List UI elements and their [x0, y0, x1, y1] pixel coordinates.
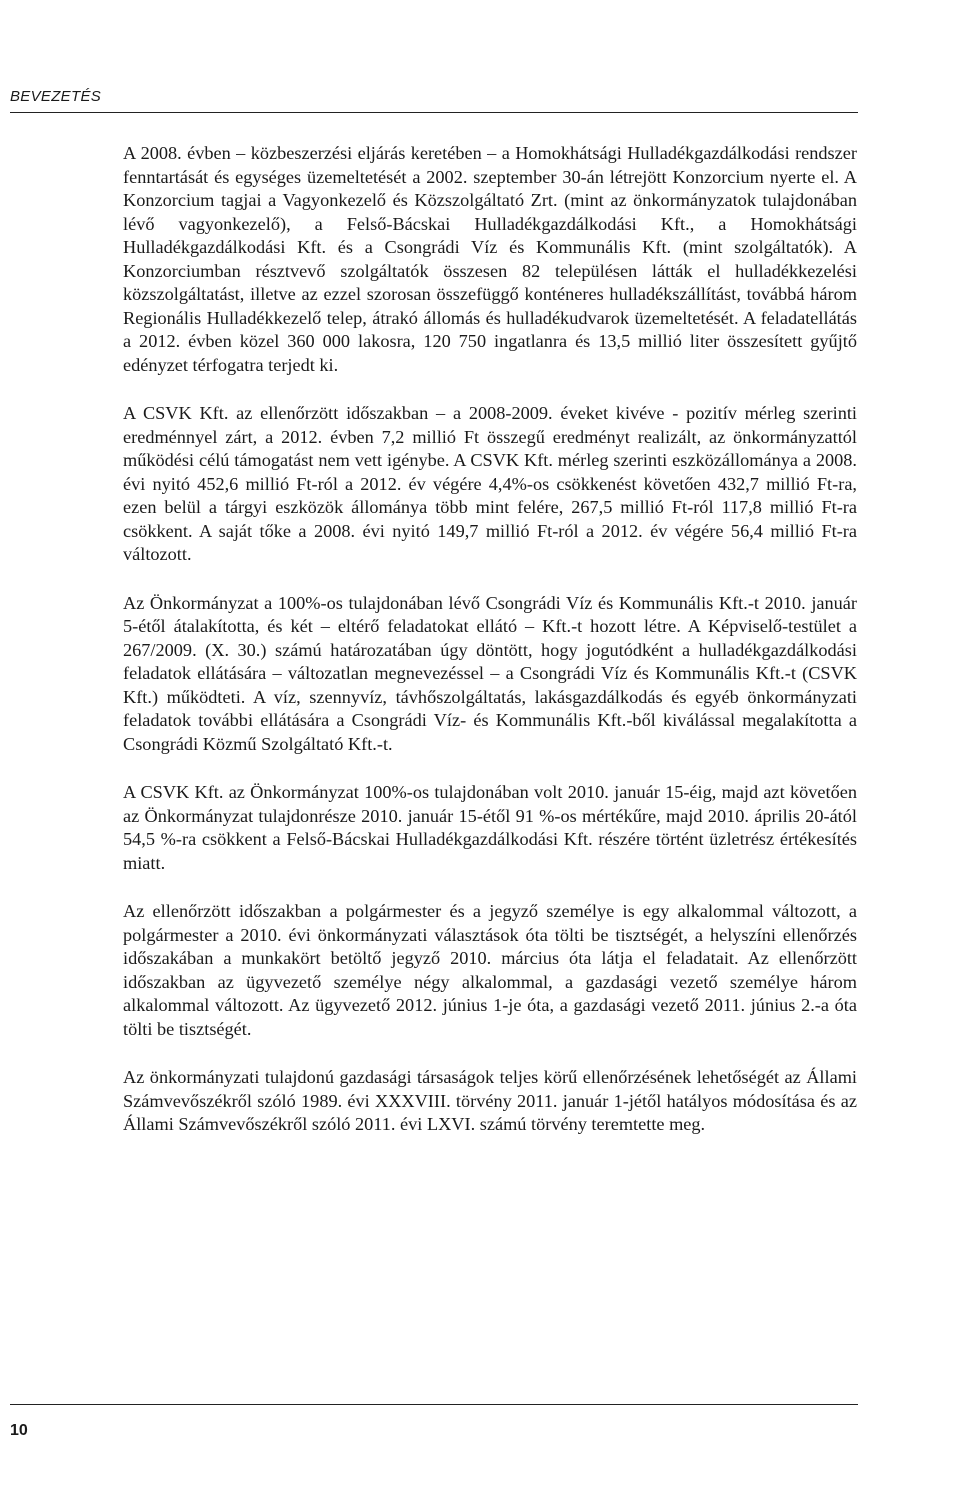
paragraph-ownership: A CSVK Kft. az Önkormányzat 100%-os tulajdonában volt 2010. január 15-éig, majd azt követően az Önkormányzat tulajdonrésze 2010. január 15-étől 91 %-os mértékűre, majd 2010. április 20-ától 54,5 %-ra csökkent a Felső-Bácskai Hulladékgazdálkodási Kft. részére történt üzletrész értékesítés miatt.: [123, 782, 857, 873]
paragraph-csvk-financials: A CSVK Kft. az ellenőrzött időszakban – a 2008-2009. éveket kivéve - pozitív mérleg szerinti eredménnyel zárt, a 2012. évben 7,2 millió Ft összegű eredményt realizált, az önkormányzattól működési célú támogatást nem vett igénybe. A CSVK Kft. mérleg szerinti eszközállománya a 2008. évi nyitó 452,6 millió Ft-ról a 2012. év végére 4,4%-os csökkenést követően 432,7 millió Ft-ra, ezen belül a tárgyi eszközök állománya több mint felére, 267,5 millió Ft-ról 117,8 millió Ft-ra csökkent. A saját tőke a 2008. évi nyitó 149,7 millió Ft-ról a 2012. év végére 56,4 millió Ft-ra változott.: [123, 403, 857, 564]
page-number: 10: [10, 1422, 28, 1439]
paragraph-restructuring: Az Önkormányzat a 100%-os tulajdonában lévő Csongrádi Víz és Kommunális Kft.-t 2010. január 5-étől átalakította, és két – eltérő feladatokat ellátó – Kft.-t hozott létre. A Képviselő-testület a 267/2009. (X. 30.) számú határozatában úgy döntött, hogy jogutódként a hulladékgazdálkodási feladatok ellátására – változatlan megnevezéssel – a Csongrádi Víz és Kommunális Kft.-t (CSVK Kft.) működteti. A víz, szennyvíz, távhőszolgáltatás, lakásgazdálkodás és egyéb önkormányzati feladatok további ellátására a Csongrádi Víz- és Kommunális Kft.-ből kiválással megalakította a Csongrádi Közmű Szolgáltató Kft.-t.: [123, 592, 857, 754]
paragraph-personnel: Az ellenőrzött időszakban a polgármester és a jegyző személye is egy alkalommal változott, a polgármester a 2010. évi önkormányzati választások óta tölti be tisztségét, a helyszíni ellenőrzés időszakában a munkakört betöltő jegyző 2010. március óta látja el feladatait. Az ellenőrzött időszakban az ügyvezető személye négy alkalommal, a gazdasági vezető személye három alkalommal változott. Az ügyvezető 2012. június 1-je óta, a gazdasági vezető 2011. június 2.-a óta tölti be tisztségét.: [123, 901, 857, 1039]
body-text: [123, 142, 857, 1162]
paragraph-legal-basis: Az önkormányzati tulajdonú gazdasági társaságok teljes körű ellenőrzésének lehetőségét az Állami Számvevőszékről szóló 1989. évi XXXVIII. törvény 2011. január 1-jétől hatályos módosítása és az Állami Számvevőszékről szóló 2011. évi LXVI. számú törvény teremtette meg.: [123, 1067, 857, 1134]
paragraph-konzorcium: A 2008. évben – közbeszerzési eljárás keretében – a Homokhátsági Hulladékgazdálkodási rendszer fenntartását és egységes üzemeltetését a 2002. szeptember 30-án létrejött Konzorcium nyerte el. A Konzorcium tagjai a Vagyonkezelő és Közszolgáltató Zrt. (mint az önkormányzatok tulajdonában lévő vagyonkezelő), a Felső-Bácskai Hulladékgazdálkodási Kft., a Homokhátsági Hulladékgazdálkodási Kft. és a Csongrádi Víz és Kommunális Kft. (mint szolgáltatók). A Konzorciumban résztvevő szolgáltatók összesen 82 településen látták el hulladékkezelési közszolgáltatást, illetve az ezzel szorosan összefüggő konténeres hulladékszállítást, továbbá három Regionális Hulladékkezelő telep, átrakó állomás és hulladékudvarok üzemeltetését. A feladatellátás a 2012. évben közel 360 000 lakosra, 120 750 ingatlanra és 13,5 millió liter összesített gyűjtő edényzet térfogatra terjedt ki.: [123, 143, 857, 375]
footer-divider: [10, 1404, 858, 1405]
header-divider: [10, 112, 858, 113]
running-header-section-label: BEVEZETÉS: [10, 88, 102, 105]
